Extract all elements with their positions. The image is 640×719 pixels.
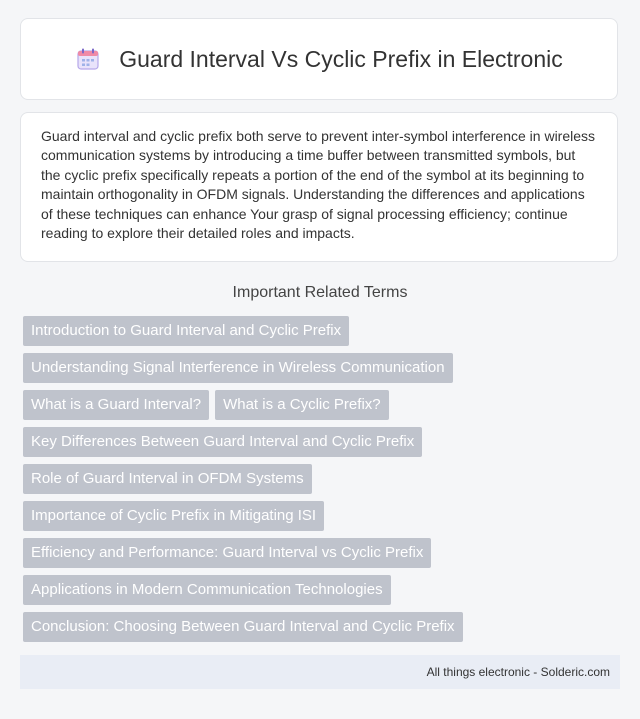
title-card: [20, 18, 618, 100]
term-link[interactable]: Understanding Signal Interference in Wireless Communication: [23, 353, 453, 383]
related-terms-list: [23, 316, 623, 649]
page-title: Guard Interval Vs Cyclic Prefix in Electronic: [119, 45, 563, 72]
term-link[interactable]: Importance of Cyclic Prefix in Mitigating ISI: [23, 501, 324, 531]
term-link[interactable]: Key Differences Between Guard Interval and Cyclic Prefix: [23, 427, 422, 457]
description-card: [20, 112, 618, 262]
term-link[interactable]: Applications in Modern Communication Technologies: [23, 575, 391, 605]
term-link[interactable]: What is a Guard Interval?: [23, 390, 209, 420]
term-link[interactable]: Conclusion: Choosing Between Guard Interval and Cyclic Prefix: [23, 612, 463, 642]
term-link[interactable]: Efficiency and Performance: Guard Interval vs Cyclic Prefix: [23, 538, 431, 568]
term-link[interactable]: Introduction to Guard Interval and Cyclic Prefix: [23, 316, 349, 346]
footer: [20, 655, 620, 689]
term-link[interactable]: What is a Cyclic Prefix?: [215, 390, 389, 420]
calendar-icon: [75, 46, 101, 72]
term-link[interactable]: Role of Guard Interval in OFDM Systems: [23, 464, 312, 494]
related-terms-heading: Important Related Terms: [232, 284, 408, 301]
description-text: Guard interval and cyclic prefix both serve to prevent inter-symbol interference in wireless communication systems by introducing a time buffer between transmitted symbols, but the cyclic prefix specifically repeats a portion of the end of the symbol at its beginning to maintain orthogonality in OFDM signals. Understanding the differences and applications of these techniques can enhance Your grasp of signal processing efficiency; continue reading to explore their detailed roles and impacts.: [41, 128, 596, 242]
footer-text[interactable]: All things electronic - Solderic.com: [426, 665, 610, 679]
